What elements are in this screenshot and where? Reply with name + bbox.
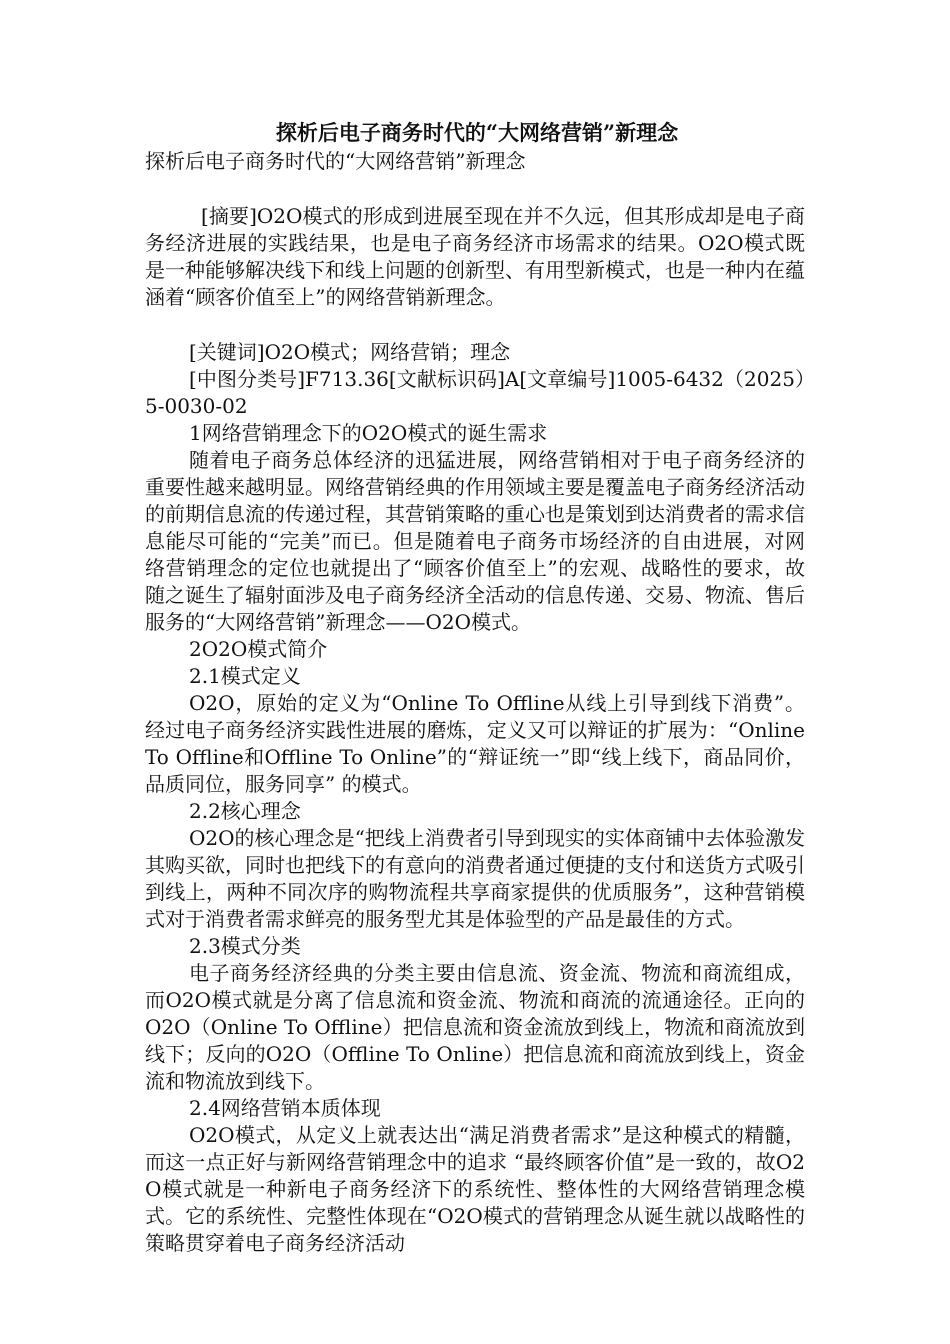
document-title: 探析后电子商务时代的“大网络营销”新理念	[275, 120, 679, 145]
subsection-heading: 2.3模式分类	[189, 934, 301, 958]
paragraph: 电子商务经济经典的分类主要由信息流、资金流、物流和商流组成，而O2O模式就是分离了信息流和资金流、物流和商流的流通途径。正向的O2O（Online To Offline）把信息流和资金流放到线上，物流和商流放到线下；反向的O2O（Offline To Online）把信息流和商流放到线上，资金流和物流放到线下。	[145, 961, 805, 1093]
document-subtitle: 探析后电子商务时代的“大网络营销”新理念	[145, 149, 526, 173]
subsection-heading: 2.4网络营销本质体现	[189, 1096, 381, 1120]
keywords: [关键词]O2O模式；网络营销；理念	[189, 340, 511, 364]
paragraph: O2O，原始的定义为“Online To Offline从线上引导到线下消费”。经过电子商务经济实践性进展的磨炼，定义又可以辩证的扩展为：“Online To Offline和Offline To Online”的“辩证统一”即“线上线下，商品同价，品质同位，服务同享” 的模式。	[145, 691, 805, 796]
paragraph: 随着电子商务总体经济的迅猛进展，网络营销相对于电子商务经济的重要性越来越明显。网络营销经典的作用领域主要是覆盖电子商务经济活动的前期信息流的传递过程，其营销策略的重心也是策划到达消费者的需求信息能尽可能的“完美”而已。但是随着电子商务市场经济的自由进展，对网络营销理念的定位也就提出了“顾客价值至上”的宏观、战略性的要求，故随之诞生了辐射面涉及电子商务经济全活动的信息传递、交易、物流、售后服务的“大网络营销”新理念——O2O模式。	[145, 448, 805, 634]
spacer	[145, 311, 805, 339]
section-heading: 2O2O模式简介	[189, 637, 328, 661]
document-page	[145, 118, 805, 1257]
spacer	[145, 175, 805, 203]
paragraph: O2O模式，从定义上就表达出“满足消费者需求”是这种模式的精髓，而这一点正好与新网络营销理念中的追求 “最终顾客价值”是一致的，故O2O模式就是一种新电子商务经济下的系统性、整体性的大网络营销理念模式。它的系统性、完整性体现在“O2O模式的营销理念从诞生就以战略性的策略贯穿着电子商务经济活动	[145, 1123, 805, 1255]
classification-info: [中图分类号]F713.36[文献标识码]A[文章编号]1005-6432（2025）5-0030-02	[145, 367, 805, 418]
subsection-heading: 2.1模式定义	[189, 664, 301, 688]
subsection-heading: 2.2核心理念	[189, 799, 301, 823]
abstract: [摘要]O2O模式的形成到进展至现在并不久远，但其形成却是电子商务经济进展的实践结果，也是电子商务经济市场需求的结果。O2O模式既是一种能够解决线下和线上问题的创新型、有用型新模式，也是一种内在蕴涵着“顾客价值至上”的网络营销新理念。	[145, 204, 805, 309]
paragraph: O2O的核心理念是“把线上消费者引导到现实的实体商铺中去体验激发其购买欲，同时也把线下的有意向的消费者通过便捷的支付和送货方式吸引到线上，两种不同次序的购物流程共享商家提供的优质服务”，这种营销模式对于消费者需求鲜亮的服务型尤其是体验型的产品是最佳的方式。	[145, 826, 805, 931]
section-heading: 1网络营销理念下的O2O模式的诞生需求	[189, 421, 548, 445]
